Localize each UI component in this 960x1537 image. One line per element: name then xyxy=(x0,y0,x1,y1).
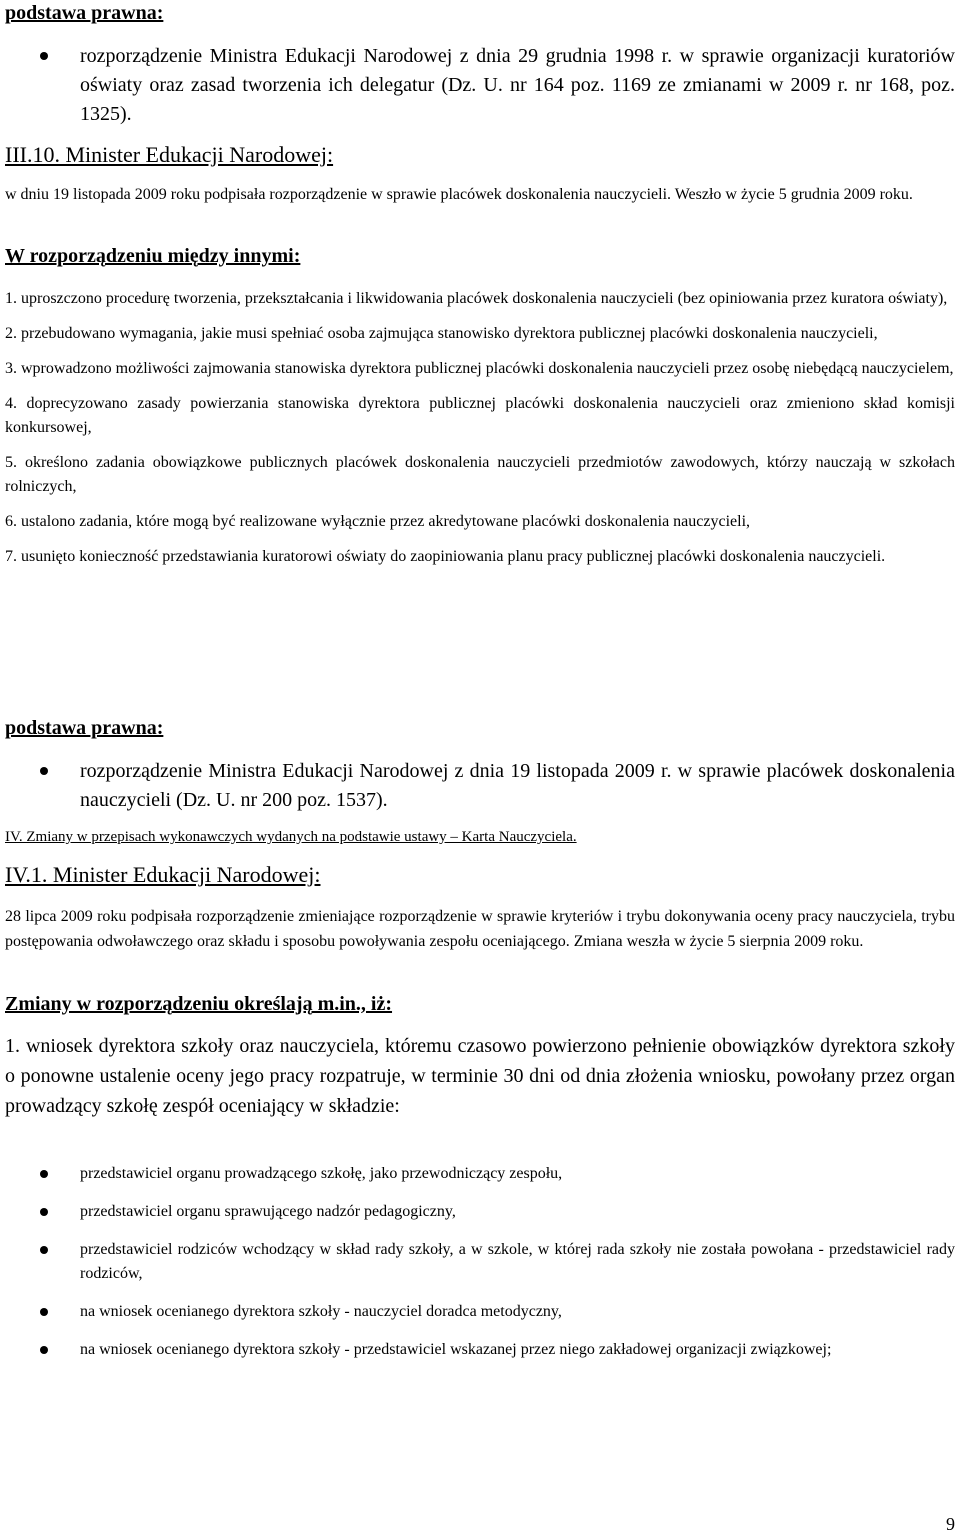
list-item: 4. doprecyzowano zasady powierzania stanowiska dyrektora publicznej placówki doskonalenia nauczycieli oraz zmieniono skład komisji konkursowej, xyxy=(5,395,955,436)
bullet-icon xyxy=(40,767,48,775)
point-paragraph: 1. wniosek dyrektora szkoły oraz nauczyciela, któremu czasowo powierzono pełnienie obowiązków dyrektora szkoły o ponowne ustalenie oceny jego pracy rozpatruje, w terminie 30 dni od dnia złożenia wniosku, powołany przez organ prowadzący szkołę zespół oceniający w składzie: xyxy=(5,1035,955,1117)
legal-basis-heading-2: podstawa prawna: xyxy=(5,717,164,739)
list-item: rozporządzenie Ministra Edukacji Narodowej z dnia 19 listopada 2009 r. w sprawie placówek doskonalenia nauczycieli (Dz. U. nr 200 poz. 1537). xyxy=(5,757,955,815)
list-item: na wniosek ocenianego dyrektora szkoły - nauczyciel doradca metodyczny, xyxy=(5,1300,955,1324)
legal-basis-heading-text: podstawa prawna: xyxy=(5,2,164,24)
list-item: przedstawiciel organu sprawującego nadzór pedagogiczny, xyxy=(5,1200,955,1224)
list-item: na wniosek ocenianego dyrektora szkoły - przedstawiciel wskazanej przez niego zakładowej organizacji związkowej; xyxy=(5,1338,955,1362)
bullet-icon xyxy=(40,1246,48,1254)
list-item: 3. wprowadzono możliwości zajmowania stanowiska dyrektora publicznej placówki doskonalenia nauczycieli przez osobę niebędącą nauczycielem, xyxy=(5,360,954,377)
legal-basis-list xyxy=(5,42,955,129)
page-number: 9 xyxy=(946,1514,955,1534)
section-title-iv-1: IV.1. Minister Edukacji Narodowej: xyxy=(5,862,321,887)
bullet-icon xyxy=(40,1346,48,1354)
bullet-icon xyxy=(40,1170,48,1178)
list-item: rozporządzenie Ministra Edukacji Narodowej z dnia 29 grudnia 1998 r. w sprawie organizacji kuratoriów oświaty oraz zasad tworzenia ich delegatur (Dz. U. nr 164 poz. 1169 ze zmianami w 2009 r. nr 168, poz. 1325). xyxy=(5,42,955,129)
section-title-iv: IV. Zmiany w przepisach wykonawczych wydanych na podstawie ustawy – Karta Nauczyciela. xyxy=(5,829,577,845)
list-item: 7. usunięto konieczność przedstawiania kuratorowi oświaty do zaopiniowania planu pracy publicznej placówki doskonalenia nauczycieli. xyxy=(5,548,886,565)
subheading-changes-2: Zmiany w rozporządzeniu określają m.in., iż: xyxy=(5,993,393,1015)
bullet-icon xyxy=(40,52,48,60)
legal-basis-list-2 xyxy=(5,757,955,815)
intro-paragraph: w dniu 19 listopada 2009 roku podpisała rozporządzenie w sprawie placówek doskonalenia nauczycieli. Weszło w życie 5 grudnia 2009 roku. xyxy=(5,186,913,203)
list-item: przedstawiciel organu prowadzącego szkołę, jako przewodniczący zespołu, xyxy=(5,1162,955,1186)
bullet-icon xyxy=(40,1208,48,1216)
list-item: 1. uproszczono procedurę tworzenia, przekształcania i likwidowania placówek doskonalenia nauczycieli (bez opiniowania przez kuratora oświaty), xyxy=(5,290,948,307)
subheading-changes: W rozporządzeniu między innymi: xyxy=(5,245,301,267)
section-title-iii-10: III.10. Minister Edukacji Narodowej: xyxy=(5,142,334,167)
list-item: 5. określono zadania obowiązkowe publicznych placówek doskonalenia nauczycieli przedmiotów zawodowych, którzy nauczają w szkołach rolniczych, xyxy=(5,454,955,495)
members-list xyxy=(5,1162,955,1362)
changes-list xyxy=(5,287,955,569)
legal-basis-heading xyxy=(5,2,163,25)
list-item: 6. ustalono zadania, które mogą być realizowane wyłącznie przez akredytowane placówki doskonalenia nauczycieli, xyxy=(5,513,751,530)
list-item: 2. przebudowano wymagania, jakie musi spełniać osoba zajmująca stanowisko dyrektora publicznej placówki doskonalenia nauczycieli, xyxy=(5,325,878,342)
intro-paragraph-2: 28 lipca 2009 roku podpisała rozporządzenie zmieniające rozporządzenie w sprawie kryteriów i trybu dokonywania oceny pracy nauczyciela, trybu postępowania odwoławczego oraz składu i sposobu powoływania zespołu oceniającego. Zmiana weszła w życie 5 sierpnia 2009 roku. xyxy=(5,908,955,950)
list-item: przedstawiciel rodziców wchodzący w skład rady szkoły, a w szkole, w której rada szkoły nie została powołana - przedstawiciel rady rodziców, xyxy=(5,1238,955,1286)
bullet-icon xyxy=(40,1308,48,1316)
